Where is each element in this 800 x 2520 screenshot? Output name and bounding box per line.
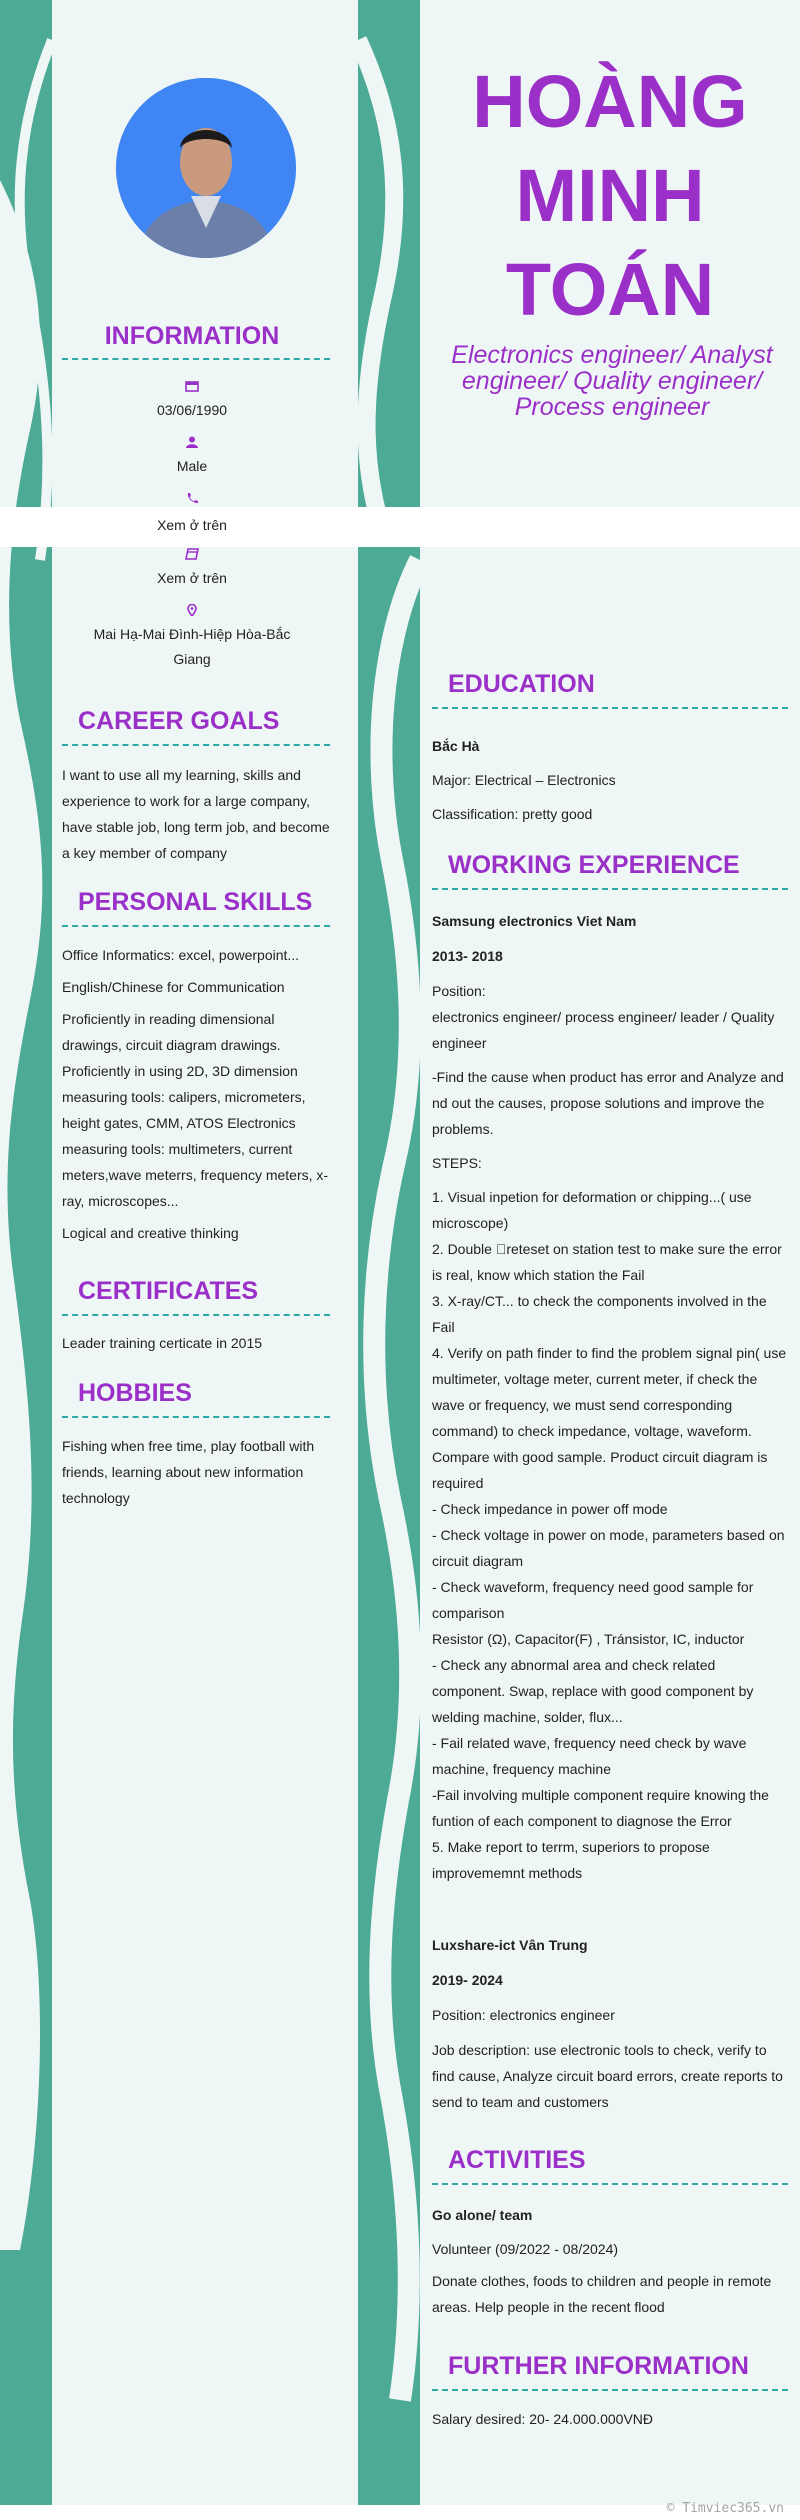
gender-value: Male (176, 458, 208, 474)
skill-item: Office Informatics: excel, powerpoint... (62, 947, 300, 963)
job-company: Samsung electronics Viet Nam (432, 913, 637, 929)
candidate-title: Electronics engineer/ Analyst engineer/ Quality engineer/ Process engineer (451, 341, 773, 421)
job-step: - Check any abnormal area and check related component. Swap, replace with good component by welding machine, solder, flux... (432, 1657, 754, 1725)
hobbies-text: Fishing when free time, play football with friends, learning about new information technology (62, 1438, 315, 1506)
email-value: Xem ở trên (157, 570, 227, 586)
job-step: 2. Double  reteset on station test to make sure the error is real, know which station the Fail (432, 1241, 782, 1283)
experience-divider (432, 888, 788, 890)
job-step: 4. Verify on path finder to find the problem signal pin( use multimeter, voltage meter, current meter, if check the wave or frequency, we must send corresponding command) to check impedance, voltage, waveform. Compare with good sample. Product circuit diagram is required (432, 1345, 787, 1491)
education-heading: EDUCATION (448, 670, 595, 698)
hobbies-heading: HOBBIES (78, 1379, 192, 1407)
hobbies-divider (62, 1416, 330, 1418)
activities-divider (432, 2183, 788, 2185)
career-goals-divider (62, 744, 330, 746)
certificates-divider (62, 1314, 330, 1316)
left-column (52, 0, 358, 2505)
further-info-text: Salary desired: 20- 24.000.000VNĐ (432, 2411, 654, 2427)
career-goals-heading: CAREER GOALS (78, 707, 280, 735)
calendar-icon (185, 380, 199, 392)
location-pin-icon (185, 604, 199, 616)
job-samsung (432, 908, 792, 1886)
job-description: Job description: use electronic tools to check, verify to find cause, Analyze circuit board errors, create reports to send to team and customers (432, 2042, 783, 2110)
birthdate-value: 03/06/1990 (156, 402, 228, 418)
career-goals-text: I want to use all my learning, skills and experience to work for a large company, have stable job, long term job, and become a key member of company (62, 767, 330, 861)
skill-item: Logical and creative thinking (62, 1225, 239, 1241)
job-step: 3. X-ray/CT... to check the components involved in the Fail (432, 1293, 767, 1335)
activities-heading: ACTIVITIES (448, 2146, 586, 2174)
education-classification: Classification: pretty good (432, 806, 593, 822)
personal-skills-heading: PERSONAL SKILLS (78, 888, 313, 916)
education-major: Major: Electrical – Electronics (432, 772, 616, 788)
job-position: electronics engineer/ process engineer/ leader / Quality engineer (432, 1009, 775, 1051)
candidate-name (420, 55, 800, 337)
certificates-text: Leader training certicate in 2015 (62, 1335, 263, 1351)
activities-org: Go alone/ team (432, 2207, 533, 2223)
job-step: - Fail related wave, frequency need check by wave machine, frequency machine (432, 1735, 747, 1777)
watermark: © Timviec365.vn (666, 2501, 784, 2516)
info-gender (62, 436, 322, 479)
phone-value: Xem ở trên (157, 517, 227, 533)
user-icon (185, 436, 199, 448)
job-period: 2013- 2018 (432, 948, 503, 964)
job-company: Luxshare-ict Vân Trung (432, 1937, 588, 1953)
personal-skills-divider (62, 925, 330, 927)
job-step: 5. Make report to terrm, superiors to propose improvememnt methods (432, 1839, 710, 1881)
certificates-heading: CERTIFICATES (78, 1277, 259, 1305)
experience-heading: WORKING EXPERIENCE (448, 851, 740, 879)
name-line: TOÁN (505, 248, 715, 331)
further-info-divider (432, 2389, 788, 2391)
info-birthdate (62, 380, 322, 423)
info-email (62, 548, 322, 591)
education-school: Bắc Hà (432, 738, 480, 754)
further-info-heading: FURTHER INFORMATION (448, 2352, 749, 2380)
education-details (432, 729, 792, 831)
personal-skills-list (62, 942, 334, 1246)
skill-item: English/Chinese for Communication (62, 979, 285, 995)
activities-role: Volunteer (09/2022 - 08/2024) (432, 2241, 619, 2257)
job-step: 1. Visual inpetion for deformation or chipping...( use microscope) (432, 1189, 752, 1231)
job-steps-label: STEPS: (432, 1155, 482, 1171)
name-line: MINH (515, 154, 705, 237)
job-step: - Check impedance in power off mode (432, 1501, 668, 1517)
job-summary: -Find the cause when product has error and Analyze and nd out the causes, propose solutions and improve the problems. (432, 1069, 784, 1137)
job-position-label: Position: (432, 983, 486, 999)
job-position: Position: electronics engineer (432, 2007, 615, 2023)
activities-details (432, 2202, 792, 2320)
skill-item: Proficiently in reading dimensional drawings, circuit diagram drawings. Proficiently in using 2D, 3D dimension measuring tools: calipers, micrometers, height gates, CMM, ATOS Electronics measuring tools: multimeters, current meters,wave meterrs, frequency meters, x-ray, microscopes... (62, 1011, 329, 1209)
address-value: Mai Hạ-Mai Đình-Hiệp Hòa-Bắc Giang (93, 626, 291, 667)
job-step: - Check waveform, frequency need good sample for comparison (432, 1579, 754, 1621)
job-luxshare (432, 1932, 792, 2115)
information-divider (62, 358, 330, 360)
job-step: -Fail involving multiple component require knowing the funtion of each component to diagnose the Error (432, 1787, 769, 1829)
profile-photo (116, 78, 296, 258)
info-address (62, 604, 322, 672)
name-line: HOÀNG (472, 60, 748, 143)
job-step: - Check voltage in power on mode, parameters based on circuit diagram (432, 1527, 785, 1569)
email-icon (185, 548, 199, 560)
information-heading: INFORMATION (104, 322, 280, 350)
avatar (116, 78, 296, 258)
job-step: Resistor (Ω), Capacitor(F) , Tránsistor, IC, inductor (432, 1631, 745, 1647)
info-phone (62, 492, 322, 510)
job-period: 2019- 2024 (432, 1972, 503, 1988)
phone-icon (185, 492, 199, 504)
info-phone-value-wrap (62, 513, 322, 538)
activities-text: Donate clothes, foods to children and people in remote areas. Help people in the recent flood (432, 2273, 772, 2315)
education-divider (432, 707, 788, 709)
